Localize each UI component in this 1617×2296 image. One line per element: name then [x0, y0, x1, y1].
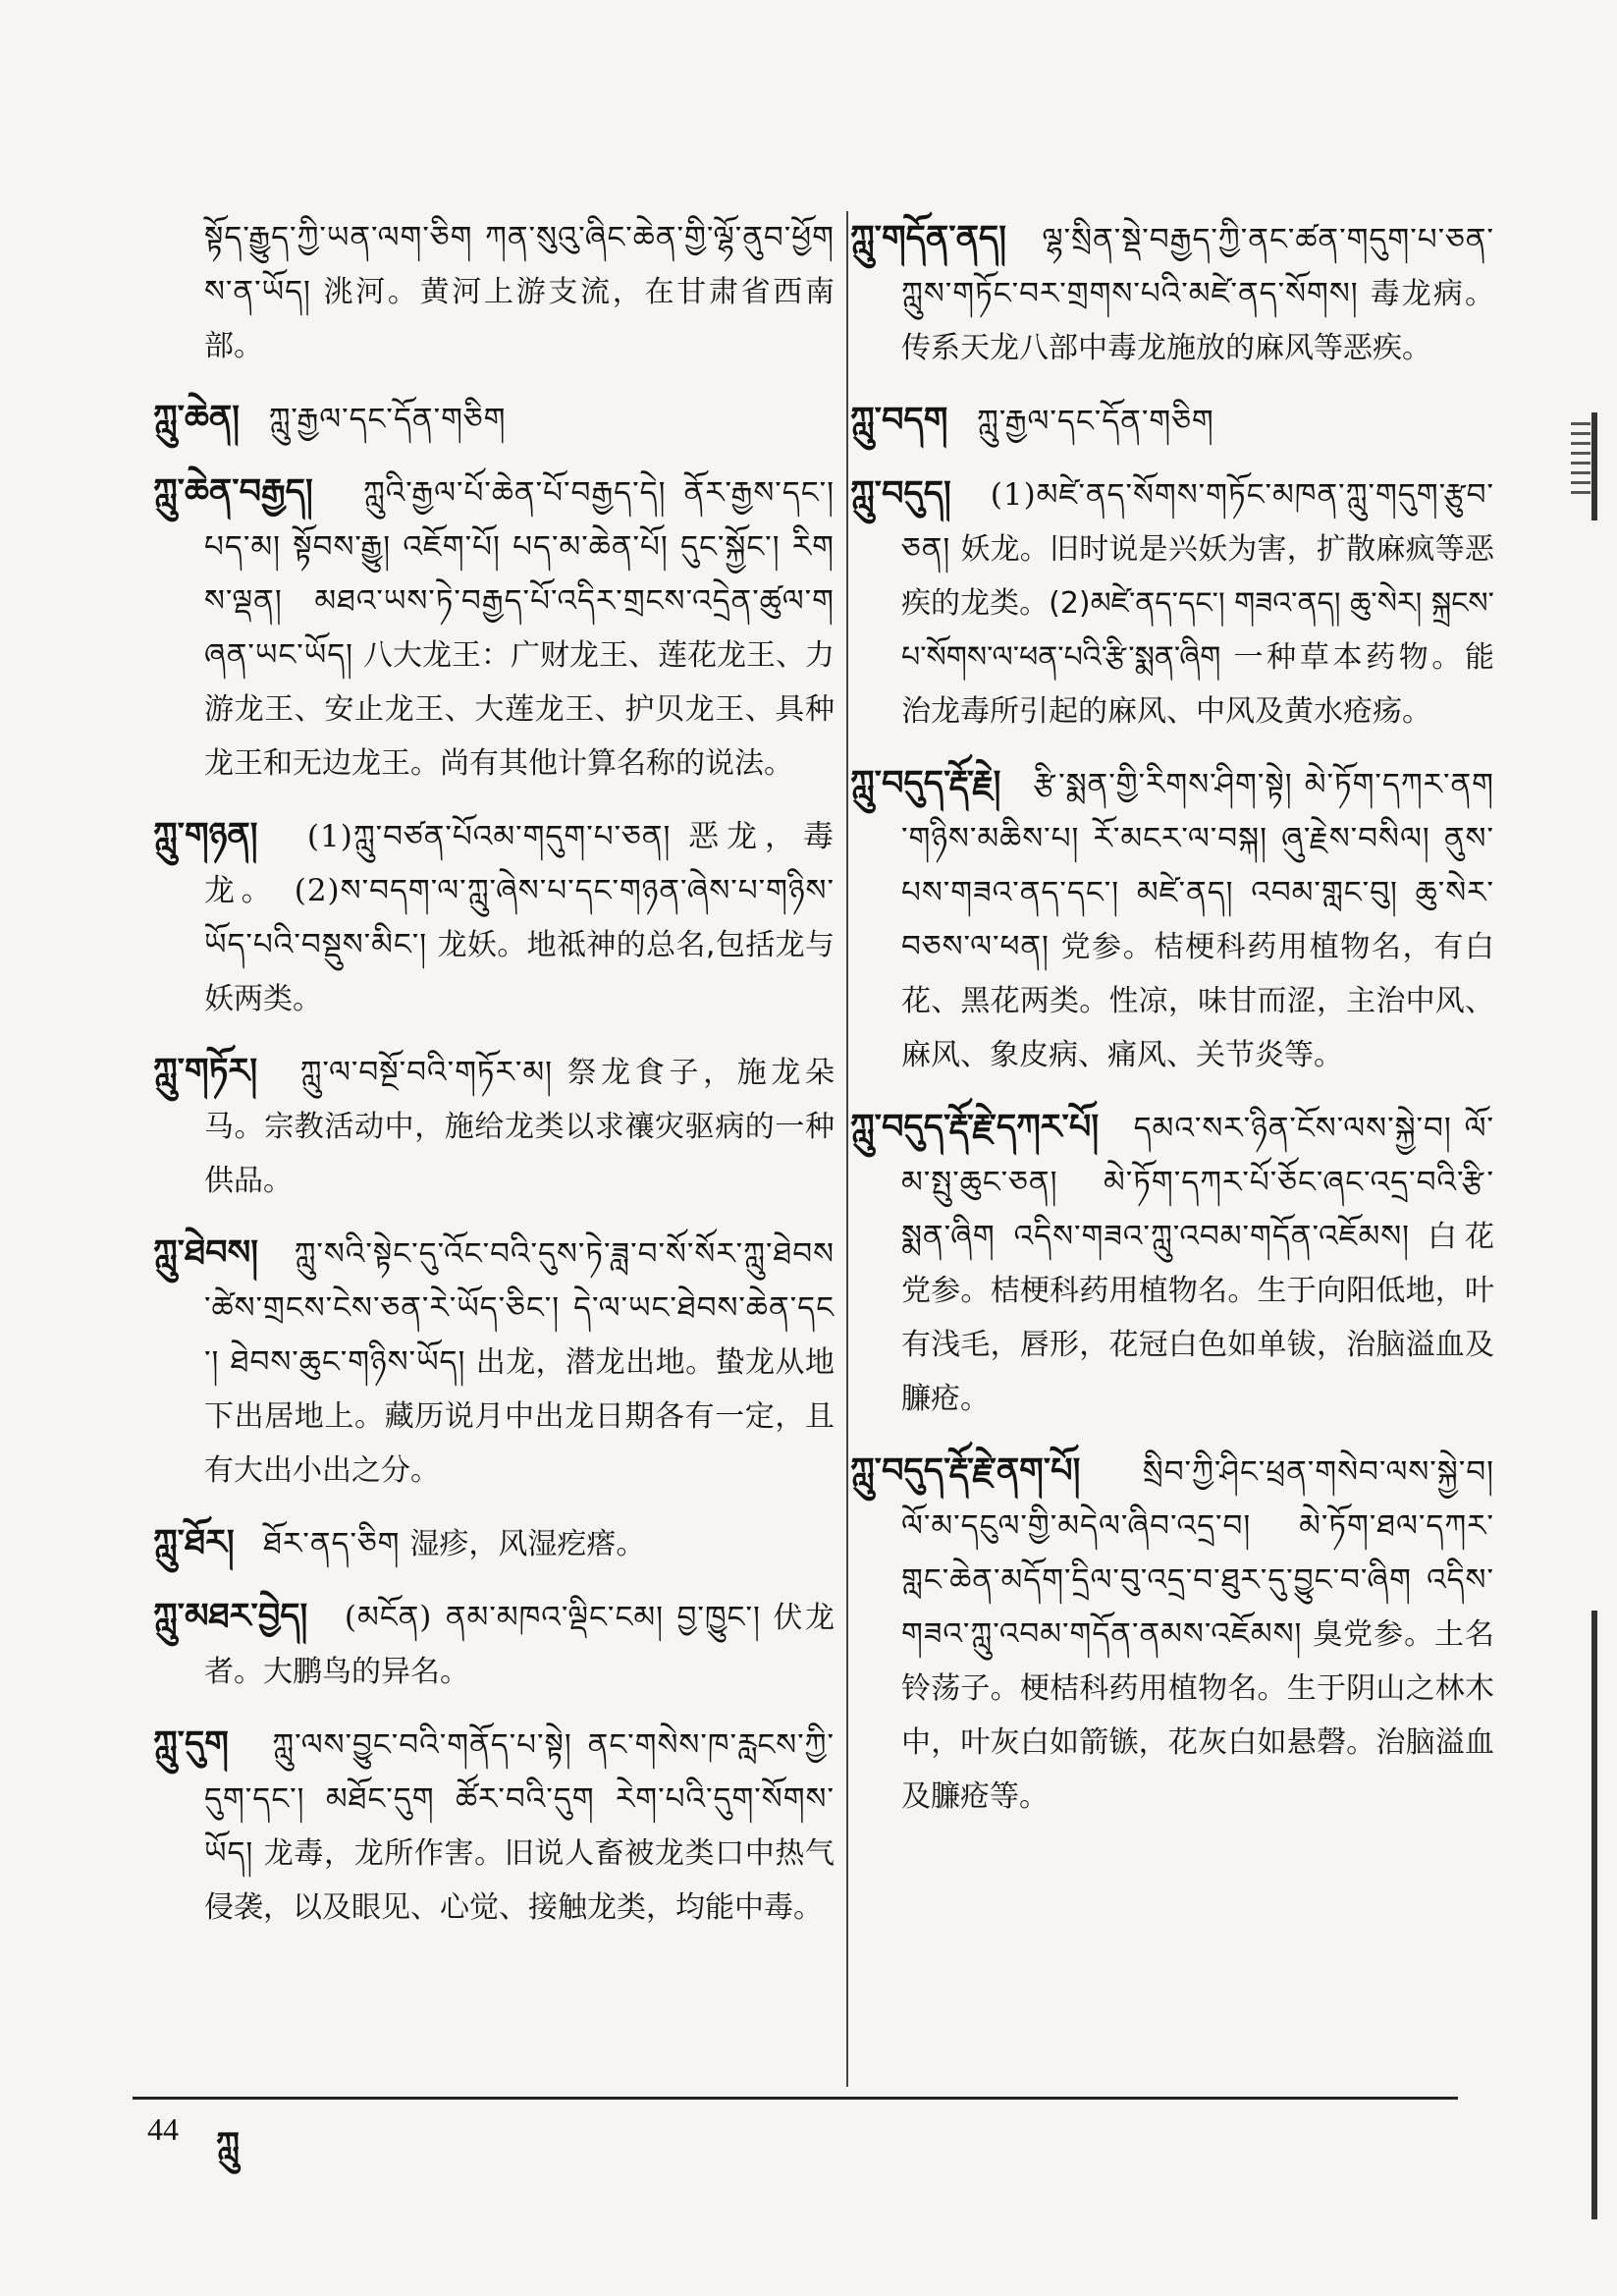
- entry-chinese-definition: 白花党参。桔梗科药用植物名。生于向阳低地，叶有浅毛，唇形，花冠白色如单钹，治脑溢血及臁疮。: [901, 1220, 1494, 1416]
- dictionary-entry: [147, 1226, 835, 1498]
- entry-chinese-definition: 龙妖。地祗神的总名,包括龙与妖两类。: [204, 928, 835, 1016]
- entry-headword: ཀླུ་དུག: [153, 1723, 229, 1764]
- entry-chinese-definition: 党参。桔梗科药用植物名，有白花、黑花两类。性凉，味甘而涩，主治中风、麻风、象皮病、痛风、关节炎等。: [901, 930, 1494, 1072]
- entry-tibetan-definition: དམའ་སར་ཉིན་ངོས་ལས་སྐྱེ་བ། ལོ་མ་སྤུ་ཆུང་ཅན། མེ་ཏོག་དཀར་པོ་ཅོང་ཞང་འདྲ་བའི་རྩི་སྨན་ཞིག འདིས་གཟའ་ཀླུ་འབམ་གདོན་འཇོམས།: [901, 1111, 1495, 1254]
- entry-tibetan-definition: ཀླུ་རྒྱལ་དང་དོན་གཅིག: [268, 402, 507, 437]
- footer-rule: [133, 2097, 1458, 2100]
- entry-headword: ཀླུ་བདུད་རྡོ་རྗེ་དཀར་པོ།: [850, 1107, 1100, 1147]
- dictionary-entry: [147, 391, 835, 447]
- entry-tibetan-definition: (1)མཛེ་ནད་སོགས་གཏོང་མཁན་ཀླུ་གདུག་རྩུབ་ཅན།: [901, 477, 1494, 567]
- entry-chinese-definition: 湿疹，风湿疙瘩。: [409, 1527, 646, 1561]
- dictionary-entry: [844, 756, 1494, 1082]
- entry-headword: ཀླུ་གཏོར།: [153, 1051, 258, 1091]
- dictionary-entry: [844, 466, 1494, 738]
- dictionary-entry: [147, 808, 835, 1026]
- entry-chinese-definition: 八大龙王：广财龙王、莲花龙王、力游龙王、安止龙王、大莲龙王、护贝龙王、具种龙王和无边龙王。尚有其他计算名称的说法。: [204, 638, 835, 781]
- running-head: ཀླུ: [216, 2125, 240, 2164]
- entry-tibetan-definition: སྲིབ་ཀྱི་ཤིང་ཕྲན་གསེབ་ལས་སྐྱེ་བ། ལོ་མ་དངུལ་གྱི་མདེལ་ཞིབ་འདྲ་བ། མེ་ཏོག་ཐལ་དཀར་གླང་ཆེན་མདོག་དྲིལ་བུ་འདྲ་བ་ཐུར་དུ་བྱུང་བ་ཞིག འདིས་གཟའ་ཀླུ་འབམ་གདོན་ནམས་འཇོམས།: [901, 1454, 1494, 1652]
- entry-headword: ཀླུ་བདག: [850, 400, 948, 440]
- entry-headword: ཀླུ་བདུད་རྡོ་རྗེ།: [850, 763, 1001, 803]
- entry-tibetan-definition: རྩི་སྨན་གྱི་རིགས་ཤིག་སྟེ། མེ་ཏོག་དཀར་ནག་གཉིས་མཆིས་པ། རོ་མངར་ལ་བསྐ། ཞུ་རྗེས་བསིལ། ནུས་པས་གཟའ་ནད་དང་། མཛེ་ནད། འབམ་གླང་བུ། ཆུ་སེར་བཅས་ལ་ཕན།: [901, 767, 1494, 964]
- entry-headword: ཀླུ་ཆེན་བརྒྱད།: [153, 471, 313, 512]
- entry-headword: ཀླུ་ཐོར།: [153, 1522, 235, 1562]
- dictionary-entry: [147, 1044, 835, 1208]
- entry-chinese-definition: 妖龙。旧时说是兴妖为害，扩散麻疯等恶疾的龙类。(2)མཛེ་ནད་དང་། གཟའ་ནད། ཆུ་སེར། སྐྲངས་པ་སོགས་ལ་ཕན་པའི་རྩི་སྨན་ཞིག 一种草本药物。能治龙毒所引起的麻风、中风及黄水疮疡。: [901, 532, 1495, 729]
- entry-chinese-definition: 伏龙者。大鹏鸟的异名。: [204, 1601, 835, 1689]
- dictionary-entry: [844, 1100, 1494, 1426]
- entry-headword: ཀླུ་ཆེན།: [153, 398, 241, 438]
- entry-tibetan-definition: (མངོན) ནམ་མཁའ་ལྡིང་ངམ། བྱ་ཁྱུང་།: [344, 1600, 761, 1635]
- entry-tibetan-definition: (1)ཀླུ་བཙན་པོའམ་གདུག་པ་ཅན། 恶龙，毒龙。 (2)ས་བདག་ལ་ཀླུ་ཞེས་པ་དང་གཉན་ཞེས་པ་གཉིས་ཡོད་པའི་བསྡུས་མིང་།: [204, 819, 835, 962]
- entry-headword: ཀླུ་གཉན།: [153, 815, 258, 855]
- dictionary-entry: [147, 1589, 835, 1699]
- entry-chinese-definition: 龙毒，龙所作害。旧说人畜被龙类口中热气侵袭，以及眼见、心觉、接触龙类，均能中毒。: [204, 1836, 835, 1925]
- entry-headword: ཀླུ་གདོན་ནད།: [850, 218, 1006, 258]
- dictionary-entry: [844, 211, 1494, 375]
- dictionary-entry: [147, 1717, 835, 1935]
- dictionary-entry: [147, 211, 835, 373]
- entry-tibetan-definition: ལྷ་སྲིན་སྡེ་བརྒྱད་ཀྱི་ནང་ཚན་གདུག་པ་ཅན་ཀླུས་གཏོང་བར་གྲགས་པའི་མཛེ་ནད་སོགས།: [901, 222, 1494, 311]
- entry-tibetan-definition: ཀླུ་ལ་བསྔོ་བའི་གཏོར་མ།: [299, 1055, 553, 1090]
- entry-tibetan-definition: སྟོད་རྒྱུད་ཀྱི་ཡན་ལག་ཅིག ཀན་སུའུ་ཞིང་ཆེན་གྱི་ལྷོ་ནུབ་ཕྱོགས་ན་ཡོད།: [204, 220, 835, 309]
- left-column: [147, 211, 835, 1952]
- dictionary-entry: [147, 465, 835, 791]
- entry-chinese-definition: 祭龙食子，施龙朵马。宗教活动中，施给龙类以求禳灾驱病的一种供品。: [204, 1056, 835, 1198]
- entry-chinese-definition: 出龙，潜龙出地。蛰龙从地下出居地上。藏历说月中出龙日期各有一定，且有大出小出之分。: [204, 1345, 835, 1488]
- entry-tibetan-definition: ཀླུའི་རྒྱལ་པོ་ཆེན་པོ་བརྒྱད་དེ། ནོར་རྒྱས་དང་། པད་མ། སྟོབས་རྒྱུ། འཇོག་པོ། པད་མ་ཆེན་པོ། དུང་སྐྱོང་། རིགས་ལྡན། མཐའ་ཡས་ཏེ་བརྒྱད་པོ་འདིར་གྲངས་འདྲེན་ཚུལ་གཞན་ཡང་ཡོད།: [204, 475, 835, 673]
- entry-chinese-definition: 洮河。黄河上游支流，在甘肃省西南部。: [204, 275, 835, 363]
- entry-chinese-definition: 臭党参。土名铃荡子。梗桔科药用植物名。生于阴山之林木中，叶灰白如箭镞，花灰白如悬磬。治脑溢血及臁疮等。: [901, 1617, 1494, 1814]
- dictionary-entry: [844, 1444, 1494, 1824]
- scan-edge-mark: [1571, 422, 1590, 501]
- right-column: [844, 211, 1494, 1841]
- entry-headword: ཀླུ་བདུད་རྡོ་རྗེ་ནག་པོ།: [850, 1450, 1081, 1491]
- entry-tibetan-definition: ཀླུ་ལས་བྱུང་བའི་གནོད་པ་སྟེ། ནང་གསེས་ཁ་རླངས་ཀྱི་དུག་དང་། མཐོང་དུག ཚོར་བའི་དུག རེག་པའི་དུག་སོགས་ཡོད།: [204, 1727, 835, 1871]
- scan-edge-mark: [1591, 412, 1597, 520]
- scan-edge-mark: [1591, 1611, 1597, 2219]
- entry-headword: ཀླུ་མཐར་བྱེད།: [153, 1596, 308, 1636]
- entry-tibetan-definition: ཀླུ་སའི་སྟེང་དུ་འོང་བའི་དུས་ཏེ་ཟླ་བ་སོ་སོར་ཀླུ་ཐེབས་ཚེས་གྲངས་ངེས་ཅན་རེ་ཡོད་ཅིང་། དེ་ལ་ཡང་ཐེབས་ཆེན་དང་། ཐེབས་ཆུང་གཉིས་ཡོད།: [204, 1236, 835, 1380]
- entry-tibetan-definition: ཐོར་ནད་ཅིག: [263, 1526, 401, 1561]
- entry-headword: ཀླུ་ཐེབས།: [153, 1232, 258, 1273]
- entry-headword: ཀླུ་བདུད།: [850, 473, 951, 514]
- dictionary-entry: [147, 1515, 835, 1571]
- entry-tibetan-definition: ཀླུ་རྒྱལ་དང་དོན་གཅིག: [976, 404, 1214, 439]
- dictionary-entry: [844, 393, 1494, 449]
- page-number: 44: [147, 2111, 179, 2147]
- entry-chinese-definition: 毒龙病。传系天龙八部中毒龙施放的麻风等恶疾。: [901, 277, 1495, 365]
